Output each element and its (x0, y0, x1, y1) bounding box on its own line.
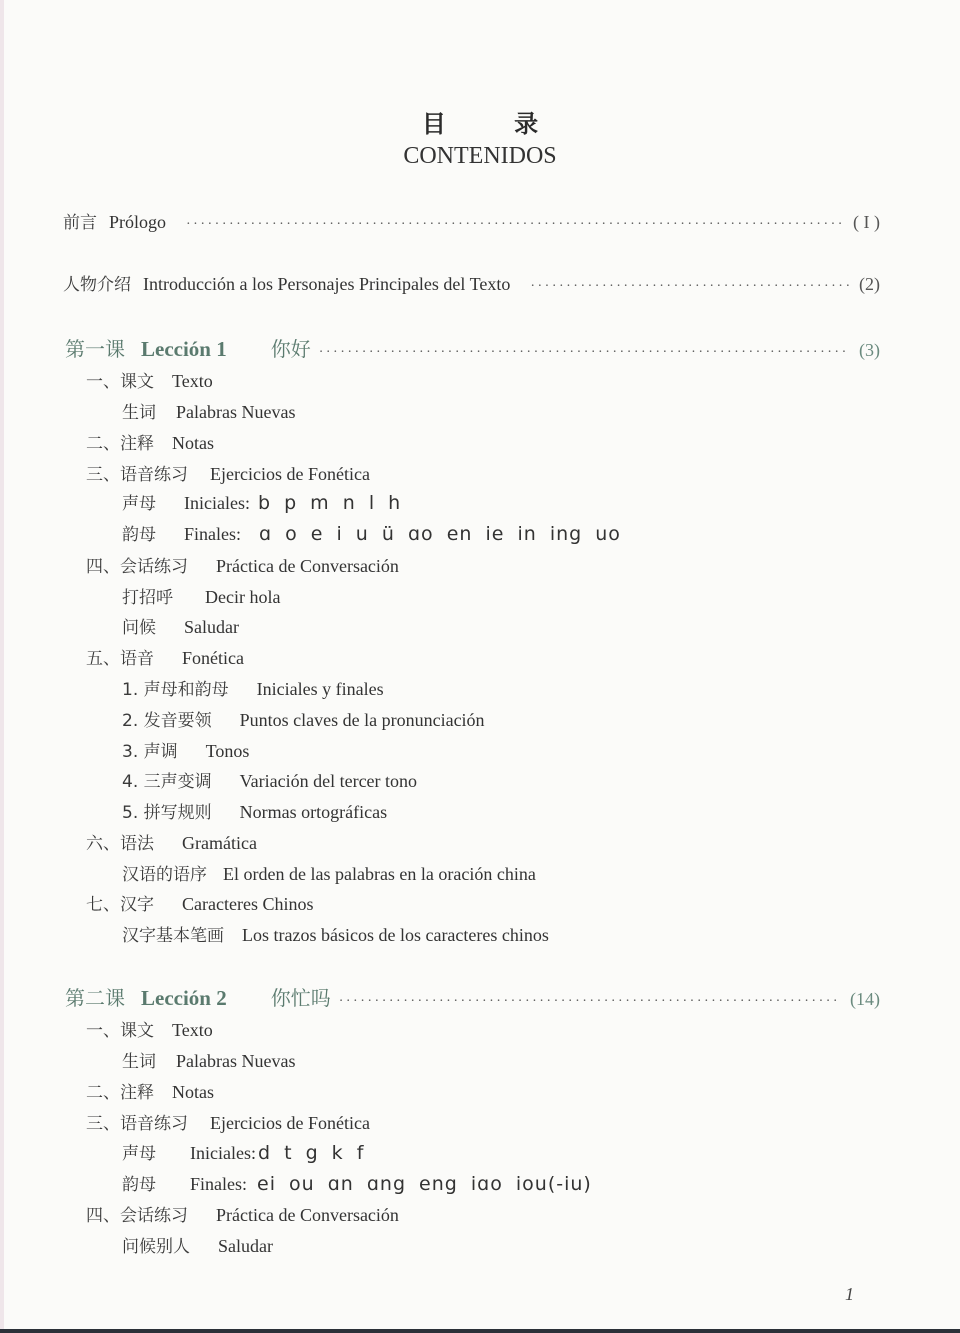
pinyin-list: b p m n l h (257, 492, 402, 514)
toc-item[interactable] (86, 1078, 214, 1103)
item-es: Saludar (218, 1236, 273, 1256)
toc-item[interactable] (122, 398, 295, 423)
lesson-title-cn: 你好 (270, 337, 311, 361)
toc-item[interactable] (122, 767, 417, 792)
toc-item[interactable] (86, 552, 399, 577)
item-es: Finales: (190, 1174, 247, 1194)
toc-item[interactable] (86, 1201, 399, 1226)
item-es: Notas (172, 1082, 214, 1102)
item-es: Ejercicios de Fonética (210, 464, 370, 484)
toc-item[interactable] (122, 489, 401, 514)
lesson-number-cn: 第二课 (65, 986, 125, 1010)
dot-leader (339, 994, 840, 1010)
dot-leader (319, 345, 849, 361)
page-edge (0, 0, 4, 1333)
item-cn: 汉字基本笔画 (122, 926, 224, 946)
item-cn: 一、课文 (86, 1021, 154, 1041)
item-es: Iniciales y finales (256, 679, 384, 699)
item-cn: 韵母 (122, 1175, 156, 1195)
toc-item[interactable] (122, 860, 536, 885)
item-cn: 四、会话练习 (86, 557, 188, 577)
dot-leader (530, 279, 849, 295)
lesson-number-cn: 第一课 (65, 337, 125, 361)
entry-es: Introducción a los Personajes Principales del Texto (143, 274, 511, 294)
toc-lesson-1[interactable] (65, 333, 880, 362)
toc-item[interactable] (122, 798, 387, 823)
item-cn: 4. 三声变调 (122, 772, 212, 792)
pinyin-list: ei ou ɑn ɑng eng iɑo iou(-iu) (257, 1173, 592, 1195)
pinyin-list: ɑ o e i u ü ɑo en ie in ing uo (259, 523, 621, 545)
item-es: Gramática (182, 833, 257, 853)
page-ref: ( I ) (853, 212, 880, 232)
item-es: Notas (172, 433, 214, 453)
toc-item[interactable] (122, 737, 249, 762)
item-cn: 七、汉字 (86, 895, 154, 915)
item-cn: 二、注释 (86, 434, 154, 454)
toc-item[interactable] (122, 1047, 295, 1072)
item-cn: 问候别人 (122, 1237, 190, 1257)
toc-item[interactable] (86, 644, 244, 669)
item-cn: 2. 发音要领 (122, 711, 212, 731)
item-cn: 五、语音 (86, 649, 154, 669)
toc-title-spanish: CONTENIDOS (403, 143, 557, 169)
item-cn: 5. 拼写规则 (122, 803, 212, 823)
item-cn: 汉语的语序 (122, 865, 207, 885)
entry-es: Prólogo (109, 212, 167, 232)
page-ref: (2) (859, 274, 880, 294)
item-cn: 六、语法 (86, 834, 154, 854)
item-cn: 三、语音练习 (86, 1114, 188, 1134)
lesson-number-es: Lección 2 (141, 986, 227, 1010)
item-es: Normas ortográficas (239, 802, 388, 822)
toc-item[interactable] (86, 890, 313, 915)
entry-cn: 前言 (63, 213, 97, 233)
item-es: Tonos (205, 741, 250, 761)
item-cn: 三、语音练习 (86, 465, 188, 485)
item-cn: 声母 (122, 494, 156, 514)
item-es: Texto (172, 1020, 213, 1040)
item-es: Los trazos básicos de los caracteres chinos (242, 925, 549, 945)
item-cn: 二、注释 (86, 1083, 154, 1103)
toc-item[interactable] (122, 921, 549, 946)
toc-item[interactable] (86, 367, 213, 392)
item-es: Palabras Nuevas (176, 1051, 296, 1071)
item-cn: 生词 (122, 1052, 156, 1072)
item-es: Variación del tercer tono (239, 771, 418, 791)
item-es: Decir hola (205, 587, 281, 607)
item-es: Iniciales: (190, 1143, 256, 1163)
item-cn: 打招呼 (122, 588, 173, 608)
toc-item[interactable] (122, 1232, 273, 1257)
toc-title-chinese: 目 录 (421, 110, 569, 138)
item-es: Iniciales: (184, 493, 250, 513)
lesson-title-cn: 你忙吗 (270, 986, 331, 1010)
item-es: El orden de las palabras en la oración china (223, 864, 536, 884)
item-es: Caracteres Chinos (182, 894, 314, 914)
item-cn: 3. 声调 (122, 742, 178, 762)
item-cn: 一、课文 (86, 372, 154, 392)
item-es: Saludar (184, 617, 239, 637)
pinyin-list: d t g k f (257, 1142, 365, 1164)
lesson-number-es: Lección 1 (141, 337, 227, 361)
toc-item[interactable] (86, 460, 370, 485)
toc-lesson-2[interactable] (65, 982, 880, 1011)
item-es: Práctica de Conversación (216, 1205, 399, 1225)
item-es: Puntos claves de la pronunciación (239, 710, 485, 730)
item-es: Finales: (184, 524, 241, 544)
item-es: Texto (172, 371, 213, 391)
toc-item[interactable] (122, 613, 239, 638)
dot-leader (186, 217, 843, 233)
item-es: Ejercicios de Fonética (210, 1113, 370, 1133)
item-cn: 韵母 (122, 525, 156, 545)
item-cn: 问候 (122, 618, 156, 638)
entry-cn: 人物介绍 (63, 275, 131, 295)
page-number: 1 (845, 1284, 854, 1304)
item-es: Práctica de Conversación (216, 556, 399, 576)
page-ref: (3) (859, 340, 880, 360)
toc-item[interactable] (86, 1109, 370, 1134)
toc-item[interactable] (122, 1170, 592, 1195)
toc-item[interactable] (122, 675, 384, 700)
page-edge (0, 1329, 960, 1333)
toc-item[interactable] (122, 520, 621, 545)
toc-item[interactable] (86, 429, 214, 454)
item-cn: 声母 (122, 1144, 156, 1164)
item-cn: 四、会话练习 (86, 1206, 188, 1226)
item-cn: 生词 (122, 403, 156, 423)
toc-item[interactable] (86, 829, 257, 854)
item-es: Palabras Nuevas (176, 402, 296, 422)
item-es: Fonética (182, 648, 244, 668)
page-ref: (14) (850, 989, 880, 1009)
toc-entry-characters-intro[interactable] (63, 270, 880, 295)
toc-item[interactable] (122, 706, 485, 731)
toc-item[interactable] (122, 1139, 364, 1164)
toc-item[interactable] (122, 583, 280, 608)
toc-entry-prologue[interactable] (63, 208, 880, 233)
toc-item[interactable] (86, 1016, 213, 1041)
item-cn: 1. 声母和韵母 (122, 680, 229, 700)
